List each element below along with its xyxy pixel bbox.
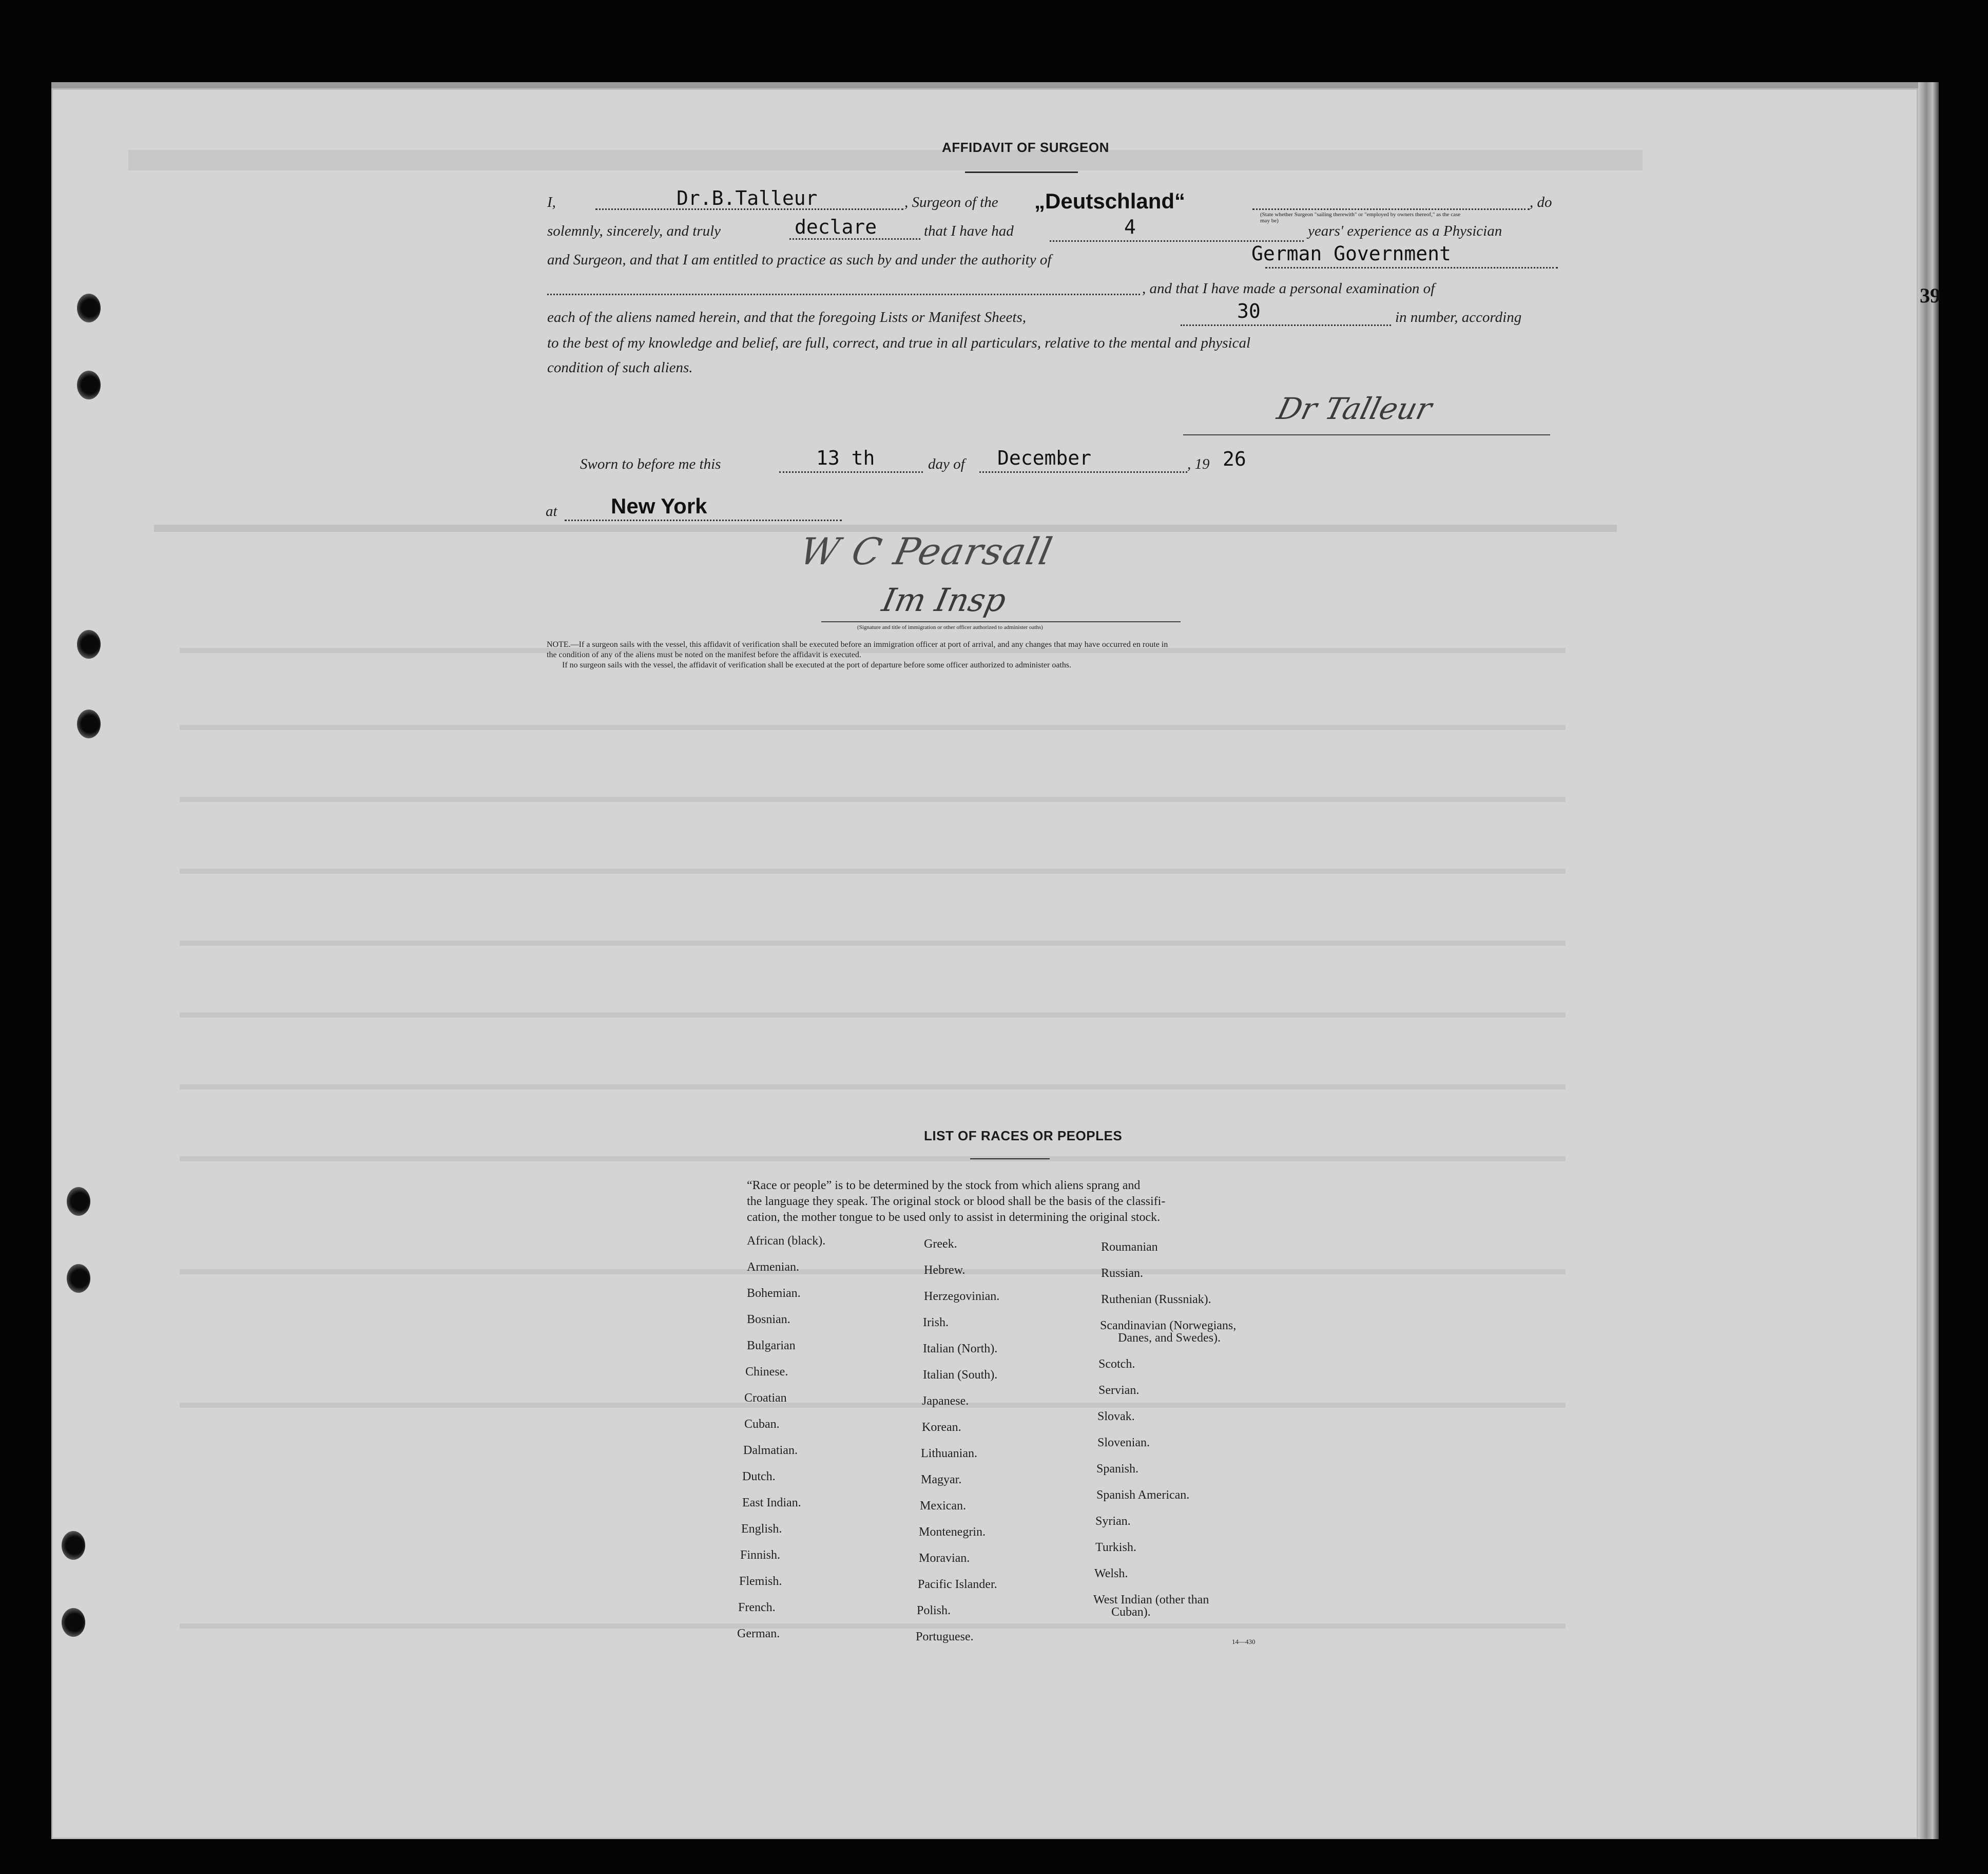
race-item: Turkish. [1095,1541,1136,1554]
race-item: Slovak. [1097,1410,1135,1423]
race-item: Ruthenian (Russniak). [1101,1293,1211,1306]
race-item: Bulgarian [747,1339,796,1352]
race-item: Roumanian [1101,1240,1158,1254]
race-item: Herzegovinian. [924,1290,1000,1303]
label-do: , do [1530,194,1552,211]
label-and-that: , and that I have made a personal examination of [1142,280,1435,297]
bleed-through-row [180,1403,1566,1408]
race-item: Polish. [917,1604,951,1617]
manifest-sheet [51,88,1940,1839]
surgeon-name: Dr.B.Talleur [677,187,818,209]
label-to-the-best: to the best of my knowledge and belief, are full, correct, and true in all particulars, relative to the mental and physical [547,335,1251,351]
ship-name: „Deutschland“ [1034,189,1186,213]
race-item: French. [738,1601,776,1614]
binder-hole [62,1531,85,1560]
surgeon-signature-line [1183,434,1550,435]
race-item: Slovenian. [1097,1436,1150,1449]
races-title-rule [970,1158,1050,1159]
race-item: Dutch. [742,1470,776,1483]
race-item: Portuguese. [916,1630,974,1643]
surgeon-signature: Dr Talleur [1273,391,1436,426]
authority-value: German Government [1251,242,1451,265]
race-item: Bosnian. [747,1313,790,1326]
binder-hole [67,1187,90,1216]
sheets-value: 30 [1237,300,1261,322]
race-item: Montenegrin. [919,1525,986,1539]
bleed-through-row [180,941,1566,946]
page-number: 39 [1920,284,1940,307]
bleed-through-row [180,1156,1566,1161]
races-title: LIST OF RACES OR PEOPLES [924,1128,1123,1143]
label-sworn-to: Sworn to before me this [580,456,721,472]
signature-caption: (Signature and title of immigration or other officer authorized to administer oaths) [857,624,1043,630]
race-item: Bohemian. [747,1287,801,1300]
race-item: Dalmatian. [743,1444,798,1457]
bleed-through-row [180,1269,1566,1274]
month-value: December [997,447,1092,469]
ship-state-note: (State whether Surgeon "sailing therewith" or "employed by owners thereof," as the case may be) [1260,212,1461,224]
label-day-of: day of [928,456,965,472]
race-item: English. [741,1522,782,1536]
label-surgeon-of: , Surgeon of the [904,194,998,211]
place-value: New York [611,494,707,518]
label-condition: condition of such aliens. [547,359,693,376]
bleed-through-header [128,150,1643,170]
race-item: African (black). [747,1234,826,1248]
race-item: East Indian. [742,1496,801,1509]
officer-signature: W C Pearsall [796,530,1057,573]
race-item: Chinese. [745,1365,788,1379]
bleed-through-row [180,1623,1566,1629]
race-item: Croatian [744,1391,787,1405]
race-item: Scotch. [1098,1357,1135,1371]
race-item: Mexican. [920,1499,966,1513]
race-item: Korean. [922,1421,961,1434]
race-item: Syrian. [1095,1515,1131,1528]
label-that-i-have-had: that I have had [924,223,1014,239]
binder-hole [62,1608,85,1637]
race-item: Armenian. [747,1260,799,1274]
race-item: Russian. [1101,1267,1144,1280]
race-item: Spanish American. [1096,1488,1190,1502]
races-intro-line-2: the language they speak. The original stock or blood shall be the basis of the classifi- [747,1195,1166,1208]
race-item: Irish. [923,1316,949,1329]
race-item: Italian (South). [923,1368,998,1382]
races-intro-line-3: cation, the mother tongue to be used only to assist in determining the original stock. [747,1211,1161,1224]
affidavit-title: AFFIDAVIT OF SURGEON [942,140,1109,155]
form-number: 14—430 [1232,1638,1256,1646]
label-year-prefix: , 19 [1187,456,1210,472]
bleed-through-row [180,725,1566,730]
declare-value: declare [795,216,877,238]
title-rule [965,171,1078,173]
label-each-of: each of the aliens named herein, and that the foregoing Lists or Manifest Sheets, [547,309,1026,326]
label-i: I, [547,194,556,211]
officer-signature-line [821,621,1181,622]
race-item: Danes, and Swedes). [1118,1331,1221,1345]
officer-title: Im Insp [879,581,1010,619]
bleed-through-row [180,1084,1566,1089]
sheets-field [1181,307,1391,326]
race-item: West Indian (other than [1093,1593,1209,1607]
years-field [1050,223,1304,242]
bleed-through-row [180,797,1566,802]
race-item: German. [737,1627,780,1640]
race-item: Lithuanian. [921,1447,977,1460]
day-value: 13 th [816,447,875,469]
label-at: at [546,503,557,520]
race-item: Scandinavian (Norwegians, [1100,1319,1237,1332]
year-value: 26 [1223,448,1246,470]
note-line-2: the condition of any of the aliens must be noted on the manifest before the affidavit is executed. [547,651,861,659]
race-item: Japanese. [922,1394,969,1408]
race-item: Flemish. [739,1575,782,1588]
note-line-3: If no surgeon sails with the vessel, the affidavit of verification shall be executed at the port of departure before some officer authorized to administer oaths. [562,661,1072,670]
label-and-surgeon: and Surgeon, and that I am entitled to practice as such by and under the authority of [547,252,1052,268]
authority-continuation-field [547,278,1140,295]
race-item: Greek. [924,1237,957,1251]
years-value: 4 [1124,216,1136,238]
race-item: Pacific Islander. [918,1578,997,1591]
race-item: Servian. [1098,1384,1140,1397]
race-item: Finnish. [740,1548,781,1562]
race-item: Spanish. [1096,1462,1139,1476]
binder-hole [77,294,101,322]
race-item: Moravian. [919,1552,970,1565]
sheet-right-edge [1918,82,1939,1839]
note-line-1: NOTE.—If a surgeon sails with the vessel, this affidavit of verification shall be executed before an immigration officer at port of arrival, and any changes that may have occurred en route in [547,640,1168,649]
binder-hole [77,630,101,659]
label-in-number: in number, according [1395,309,1522,326]
races-intro-line-1: “Race or people” is to be determined by the stock from which aliens sprang and [747,1179,1141,1192]
ship-blank-field [1252,191,1530,210]
bleed-through-row [180,869,1566,874]
binder-hole [77,710,101,738]
label-years-experience: years' experience as a Physician [1308,223,1502,239]
bleed-through-row [180,1012,1566,1018]
race-item: Welsh. [1094,1567,1128,1580]
label-solemnly: solemnly, sincerely, and truly [547,223,721,239]
binder-hole [67,1264,90,1293]
race-item: Cuban). [1111,1605,1151,1619]
binder-hole [77,371,101,399]
race-item: Magyar. [921,1473,962,1486]
race-item: Hebrew. [924,1264,966,1277]
race-item: Cuban. [744,1418,780,1431]
race-item: Italian (North). [923,1342,998,1355]
